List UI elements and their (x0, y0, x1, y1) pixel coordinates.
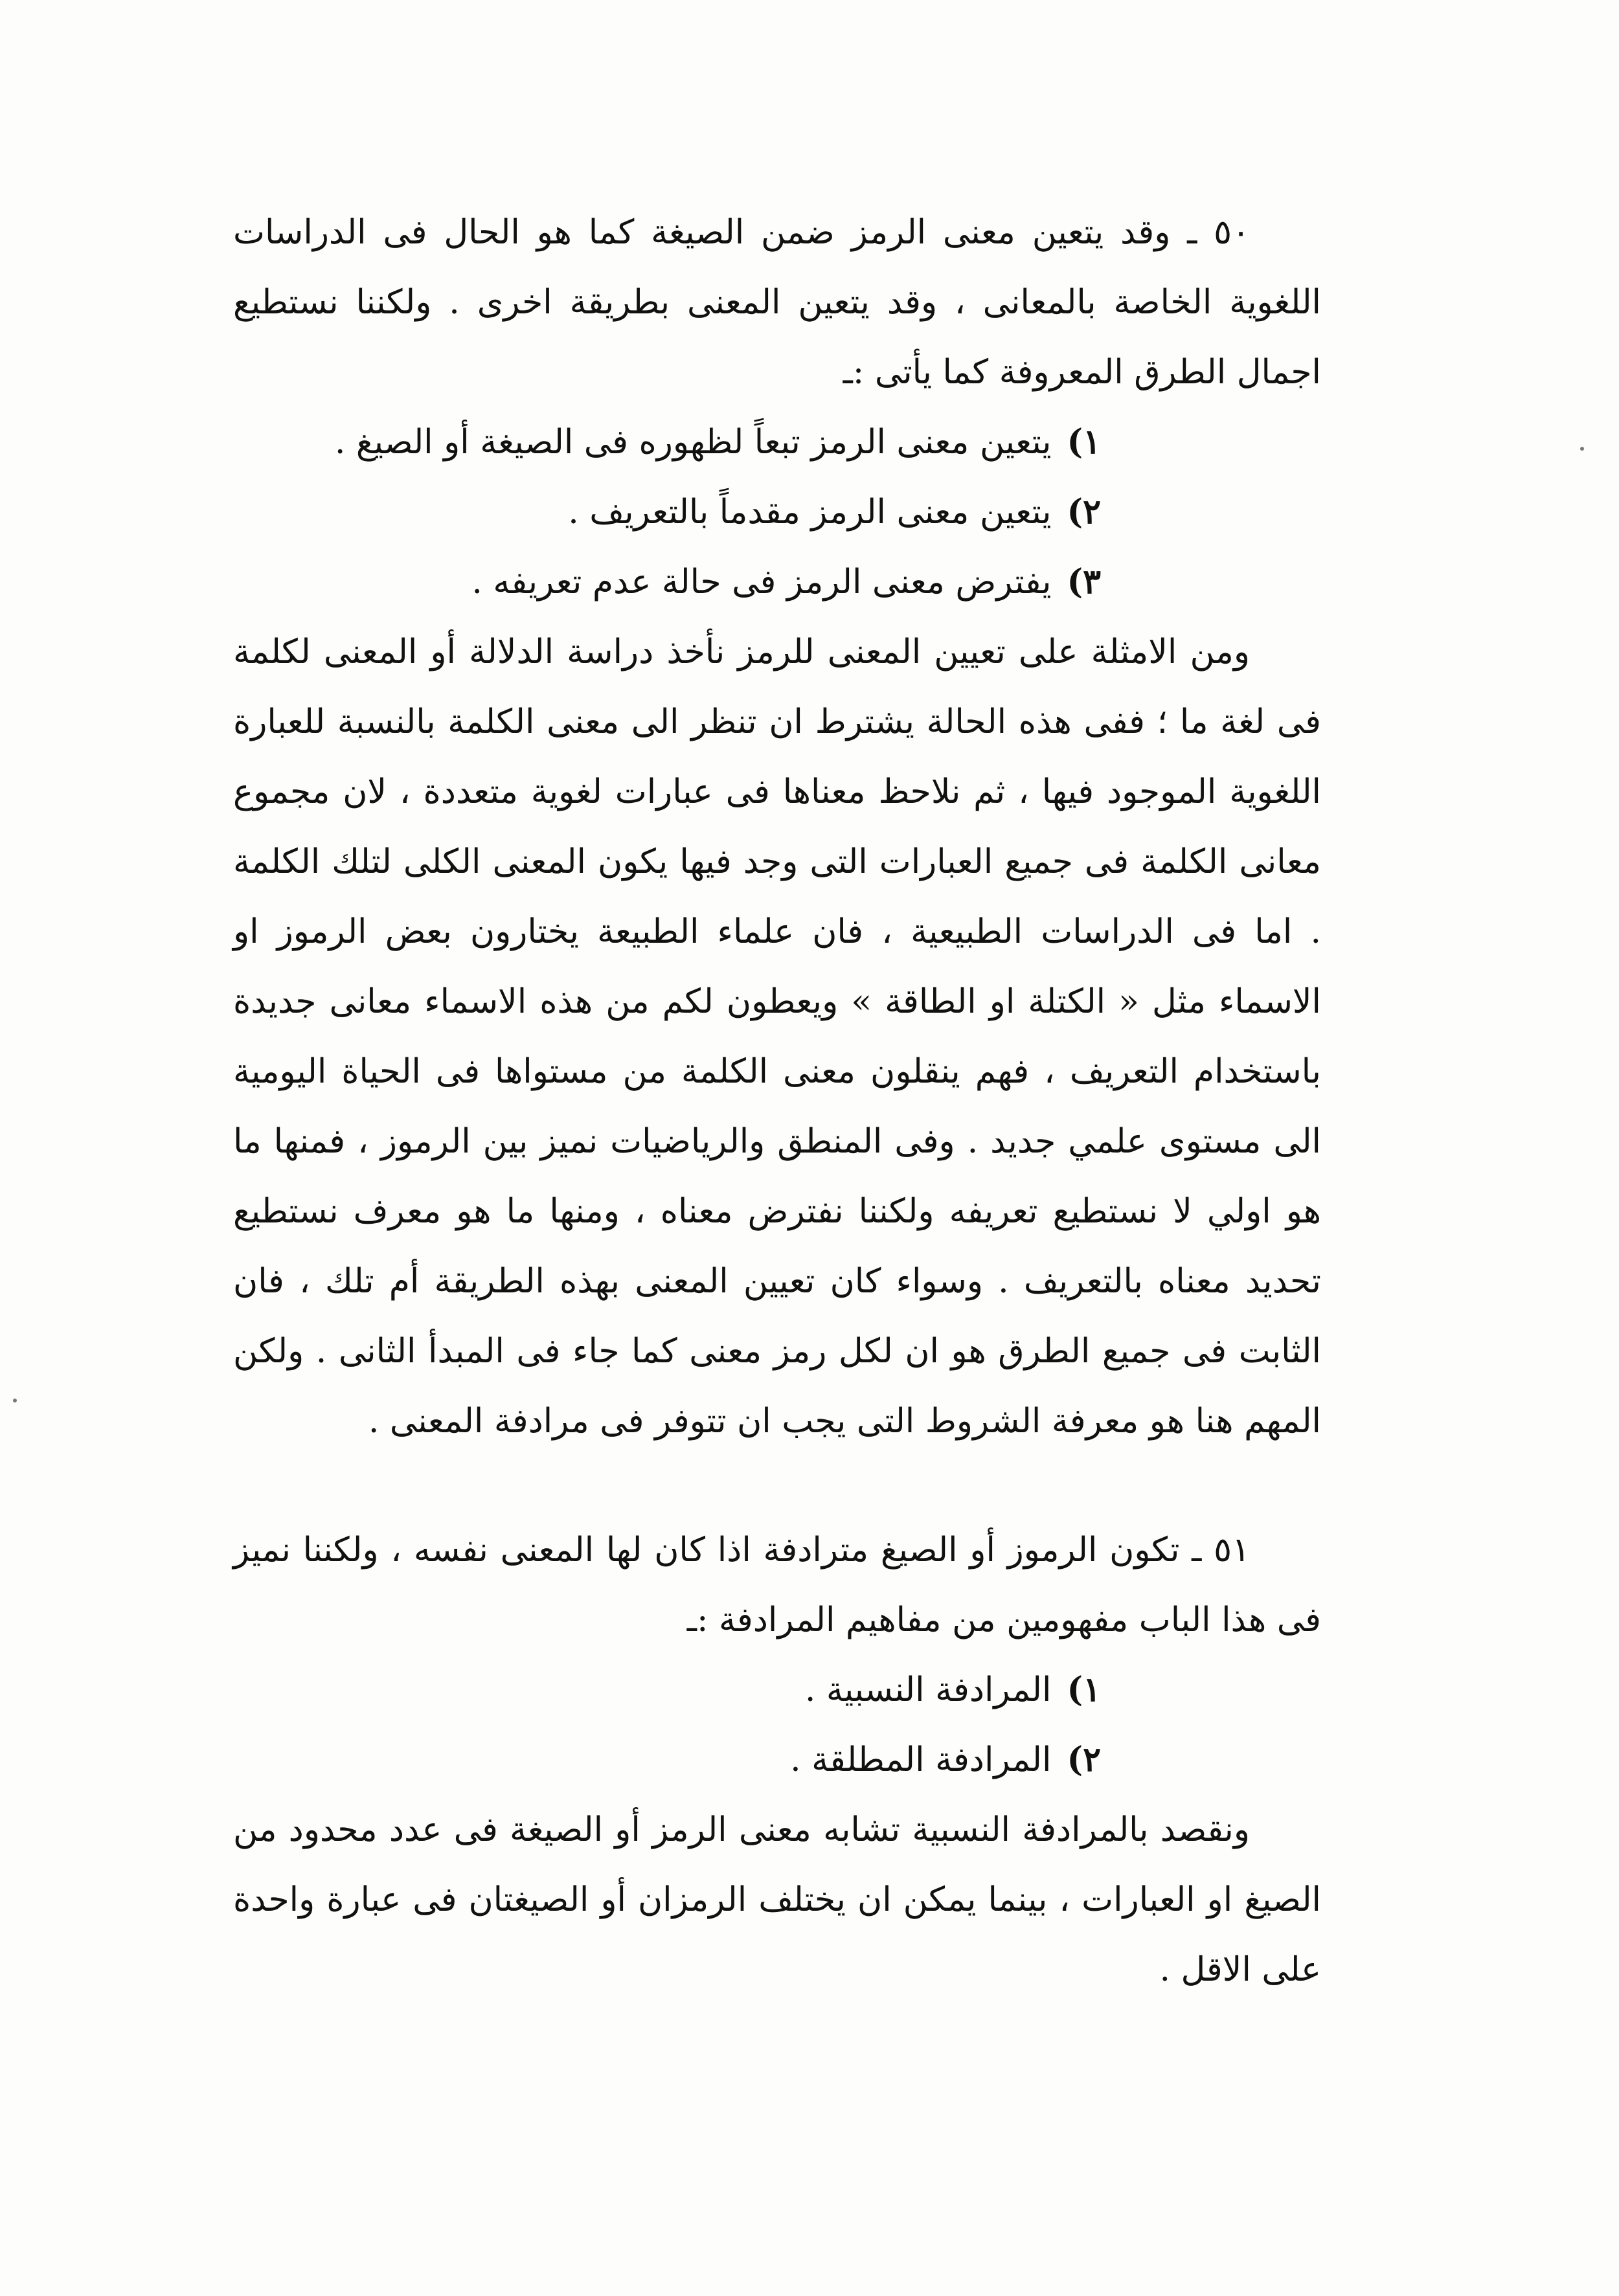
list-number: ٢) (1067, 1740, 1101, 1779)
section-51-body: ونقصد بالمرادفة النسبية تشابه معنى الرمز أو الصيغة فى عدد محدود من الصيغ او العبارات ، بينما يمكن ان يختلف الرمزان أو الصيغتان فى عبارة واحدة على الاقل . (233, 1810, 1321, 1989)
section-51-item-2 (233, 1725, 1321, 1795)
section-50-body: ومن الامثلة على تعيين المعنى للرمز نأخذ دراسة الدلالة أو المعنى لكلمة فى لغة ما ؛ ففى هذه الحالة يشترط ان تنظر الى معنى الكلمة بالنسبة للعبارة اللغوية الموجود فيها ، ثم نلاحظ معناها فى عبارات لغوية متعددة ، لان مجموع معانى الكلمة فى جميع العبارات التى وجد فيها يكون المعنى الكلى لتلك الكلمة . اما فى الدراسات الطبيعية ، فان علماء الطبيعة يختارون بعض الرموز او الاسماء مثل « الكتلة او الطاقة » ويعطون لكم من هذه الاسماء معانى جديدة باستخدام التعريف ، فهم ينقلون معنى الكلمة من مستواها فى الحياة اليومية الى مستوى علمي جديد . وفى المنطق والرياضيات نميز بين الرموز ، فمنها ما هو اولي لا نستطيع تعريفه ولكننا نفترض معناه ، ومنها ما هو معرف نستطيع تحديد معناه بالتعريف . وسواء كان تعيين المعنى بهذه الطريقة أم تلك ، فان الثابت فى جميع الطرق هو ان لكل رمز معنى كما جاء فى المبدأ الثانى . ولكن المهم هنا هو معرفة الشروط التى يجب ان تتوفر فى مرادفة المعنى . (233, 633, 1322, 1441)
section-50-intro: ٥٠ ـ وقد يتعين معنى الرمز ضمن الصيغة كما هو الحال فى الدراسات اللغوية الخاصة بالمعانى ، وقد يتعين المعنى بطريقة اخرى . ولكننا نستطيع اجمال الطرق المعروفة كما يأتى :ـ (233, 213, 1321, 392)
list-item-text: يتعين معنى الرمز مقدماً بالتعريف . (568, 493, 1052, 532)
scan-speck (1580, 447, 1584, 451)
list-item-text: يفترض معنى الرمز فى حالة عدم تعريفه . (471, 563, 1052, 602)
section-50-item-3 (233, 547, 1321, 617)
list-number: ٣) (1067, 562, 1101, 602)
list-number: ١) (1067, 422, 1101, 462)
section-51-intro: ٥١ ـ تكون الرموز أو الصيغ مترادفة اذا كان لها المعنى نفسه ، ولكننا نميز فى هذا الباب مفهومين من مفاهيم المرادفة :ـ (233, 1531, 1321, 1639)
list-number: ١) (1067, 1670, 1101, 1709)
section-50 (233, 197, 1321, 1456)
section-51-item-1 (233, 1655, 1321, 1725)
list-item-text: يتعين معنى الرمز تبعاً لظهوره فى الصيغة أو الصيغ . (334, 423, 1052, 462)
section-50-item-2 (233, 477, 1321, 547)
list-number: ٢) (1067, 492, 1101, 532)
list-item-text: المرادفة المطلقة . (790, 1740, 1052, 1779)
list-item-text: المرادفة النسبية . (804, 1671, 1052, 1709)
scan-speck (13, 1399, 17, 1402)
section-51 (233, 1515, 1321, 2005)
section-50-item-1 (233, 407, 1321, 477)
